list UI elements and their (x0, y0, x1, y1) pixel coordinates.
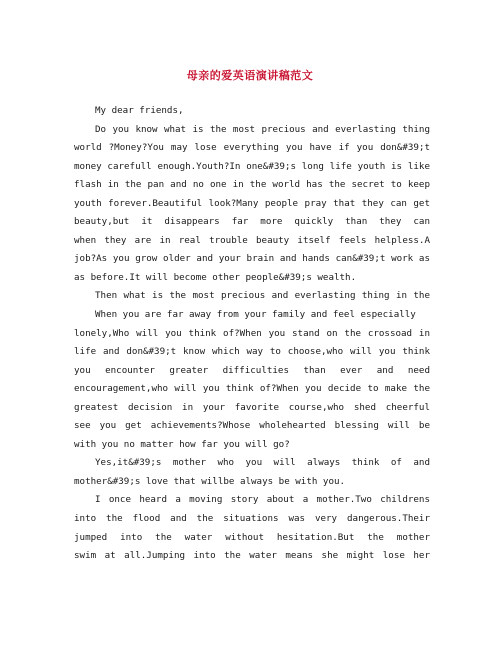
text-line: Do you know what is the most precious and everlasting thing (95, 123, 430, 135)
text-line: job?As you grow older and your brain and hands can&#39;t work as (74, 253, 430, 265)
text-line: with you no matter how far you will go? (74, 438, 290, 450)
text-line: My dear friends, (95, 105, 184, 116)
text-line: see you get achievements?Whose wholehearted blessing will be (74, 420, 430, 432)
text-line: youth forever.Beautiful look?Many people pray that they can get (74, 197, 430, 209)
text-line: as before.It will become other people&#39;s wealth. (74, 271, 357, 283)
text-line: life and don&#39;t know which way to choose,who will you think (74, 346, 430, 358)
text-line: flash in the pan and no one in the world has the secret to keep (74, 179, 430, 191)
text-line: lonely,Who will you think of?When you stand on the crossoad in (74, 327, 430, 339)
document-body (74, 102, 430, 566)
text-line: beauty,but it disappears far more quickly than they can (74, 216, 430, 228)
text-line: world ?Money?You may lose everything you have if you don&#39;t (74, 142, 430, 154)
document-title: 母亲的爱英语演讲稿范文 (186, 69, 314, 82)
text-line: into the flood and the situations was very dangerous.Their (74, 513, 430, 525)
text-line: greatest decision in your favorite course,who shed cheerful (74, 401, 430, 413)
text-line: encouragement,who will you think of?When you decide to make the (74, 383, 430, 395)
text-line: when they are in real trouble beauty itself feels helpless.A (74, 234, 430, 246)
text-line: jumped into the water without hesitation.But the mother (74, 531, 430, 543)
text-line: money carefull enough.Youth?In one&#39;s long life youth is like (74, 160, 430, 172)
text-line: swim at all.Jumping into the water means she might lose her (74, 550, 430, 562)
text-line: Yes,it&#39;s mother who you will always think of and (95, 457, 430, 469)
text-line: you encounter greater difficulties than ever and need (74, 364, 430, 376)
text-line: mother&#39;s love that willbe always be with you. (74, 475, 346, 487)
text-line: Then what is the most precious and everlasting thing in the (95, 290, 430, 302)
text-line: I once heard a moving story about a mother.Two childrens (95, 494, 430, 506)
text-line: When you are far away from your family and feel especially (95, 309, 416, 321)
